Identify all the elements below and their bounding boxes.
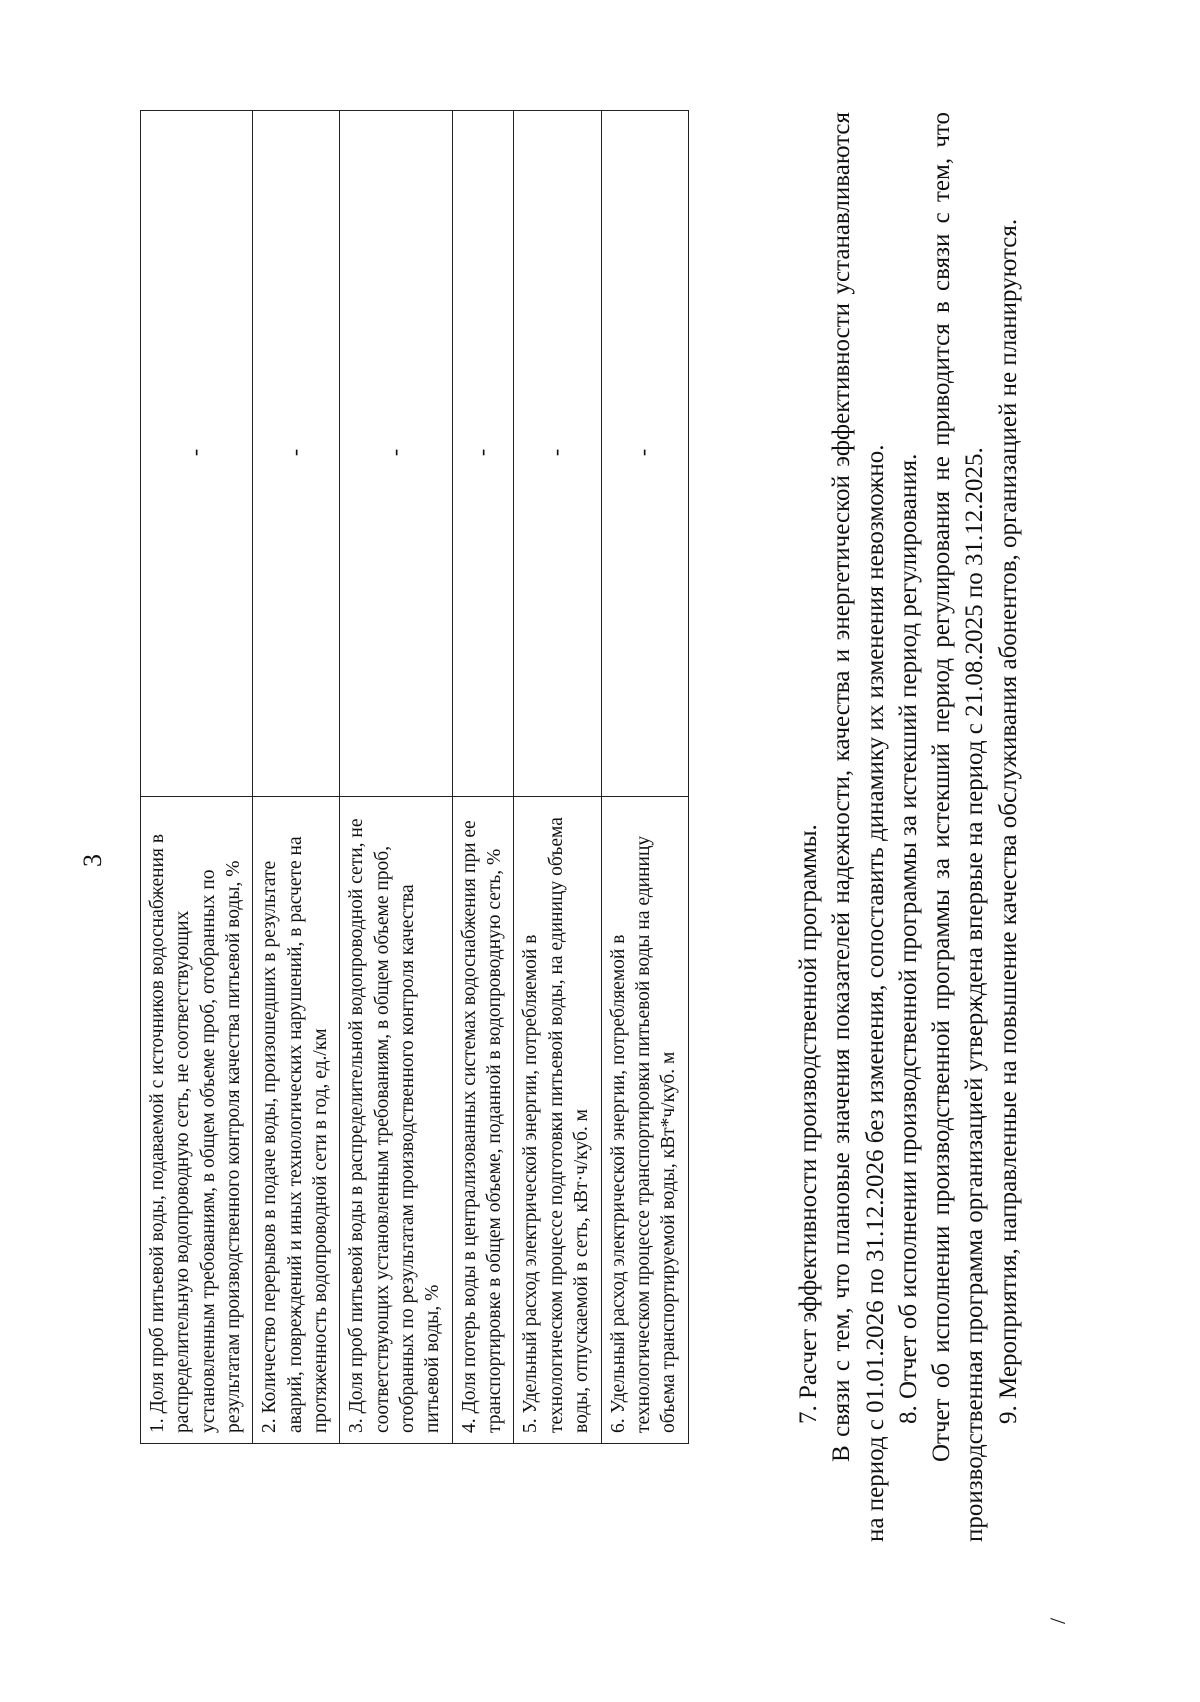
indicator-value: -: [514, 111, 601, 797]
indicator-value: -: [340, 111, 452, 797]
margin-mark: /: [1045, 1617, 1070, 1624]
body-text: [792, 112, 1025, 1542]
table-row: [340, 111, 452, 1444]
table-row: [141, 111, 253, 1444]
section-7-text: В связи с тем, что плановые значения показателей надежности, качества и энергетической эффективности устанавливаются на период с 01.01.2026 по 31.12.2026 без изменения, сопоставить динамику их изменения невозможно.: [828, 112, 889, 1542]
indicator-name: 3. Доля проб питьевой воды в распределительной водопроводной сети, не соответствующих установленным требованиям, в общем объеме проб, отобранных по результатам производственного контроля качества питьевой воды, %: [340, 797, 452, 1444]
section-7-heading: 7. Расчет эффективности производственной программы.: [795, 824, 822, 1424]
section-8-text: Отчет об исполнении производственной программы за истекший период регулирования не приводится в связи с тем, что производственная программа организацией утверждена впервые на период с 21.08.2025 по 31.12.2025.: [928, 112, 989, 1542]
indicator-name: 2. Количество перерывов в подаче воды, произошедших в результате аварий, повреждений и иных технологических нарушений, в расчете на протяженность водопроводной сети в год, ед./км: [253, 797, 340, 1444]
table-row: [601, 111, 688, 1444]
indicator-value: -: [601, 111, 688, 797]
section-8-heading: 8. Отчет об исполнении производственной программы за истекший период регулирования.: [894, 453, 922, 1424]
indicator-value: -: [452, 111, 514, 797]
table-row: [514, 111, 601, 1444]
indicator-value: -: [141, 111, 253, 797]
indicator-name: 6. Удельный расход электрической энергии, потребляемой в технологическом процессе транспортировки питьевой воды на единицу объема транспортируемой воды, кВт*ч/куб. м: [601, 797, 688, 1444]
table-row: [452, 111, 514, 1444]
page-number: 3: [78, 854, 107, 867]
indicator-name: 1. Доля проб питьевой воды, подаваемой с источников водоснабжения в распределительную водопроводную сеть, не соответствующих установленным требованиям, в общем объеме проб, отобранных по результатам производственного контроля качества питьевой воды, %: [141, 797, 253, 1444]
indicator-name: 4. Доля потерь воды в централизованных системах водоснабжения при ее транспортировке в общем объеме, поданной в водопроводную сеть, %: [452, 797, 514, 1444]
table-row: [253, 111, 340, 1444]
section-9-text: 9. Мероприятия, направленные на повышение качества обслуживания абонентов, организацией не планируются.: [994, 218, 1022, 1424]
indicator-value: -: [253, 111, 340, 797]
indicator-name: 5. Удельный расход электрической энергии, потребляемой в технологическом процессе подготовки питьевой воды, на единицу объема воды, отпускаемой в сеть, кВт·ч/куб. м: [514, 797, 601, 1444]
indicators-table: [140, 110, 689, 1444]
